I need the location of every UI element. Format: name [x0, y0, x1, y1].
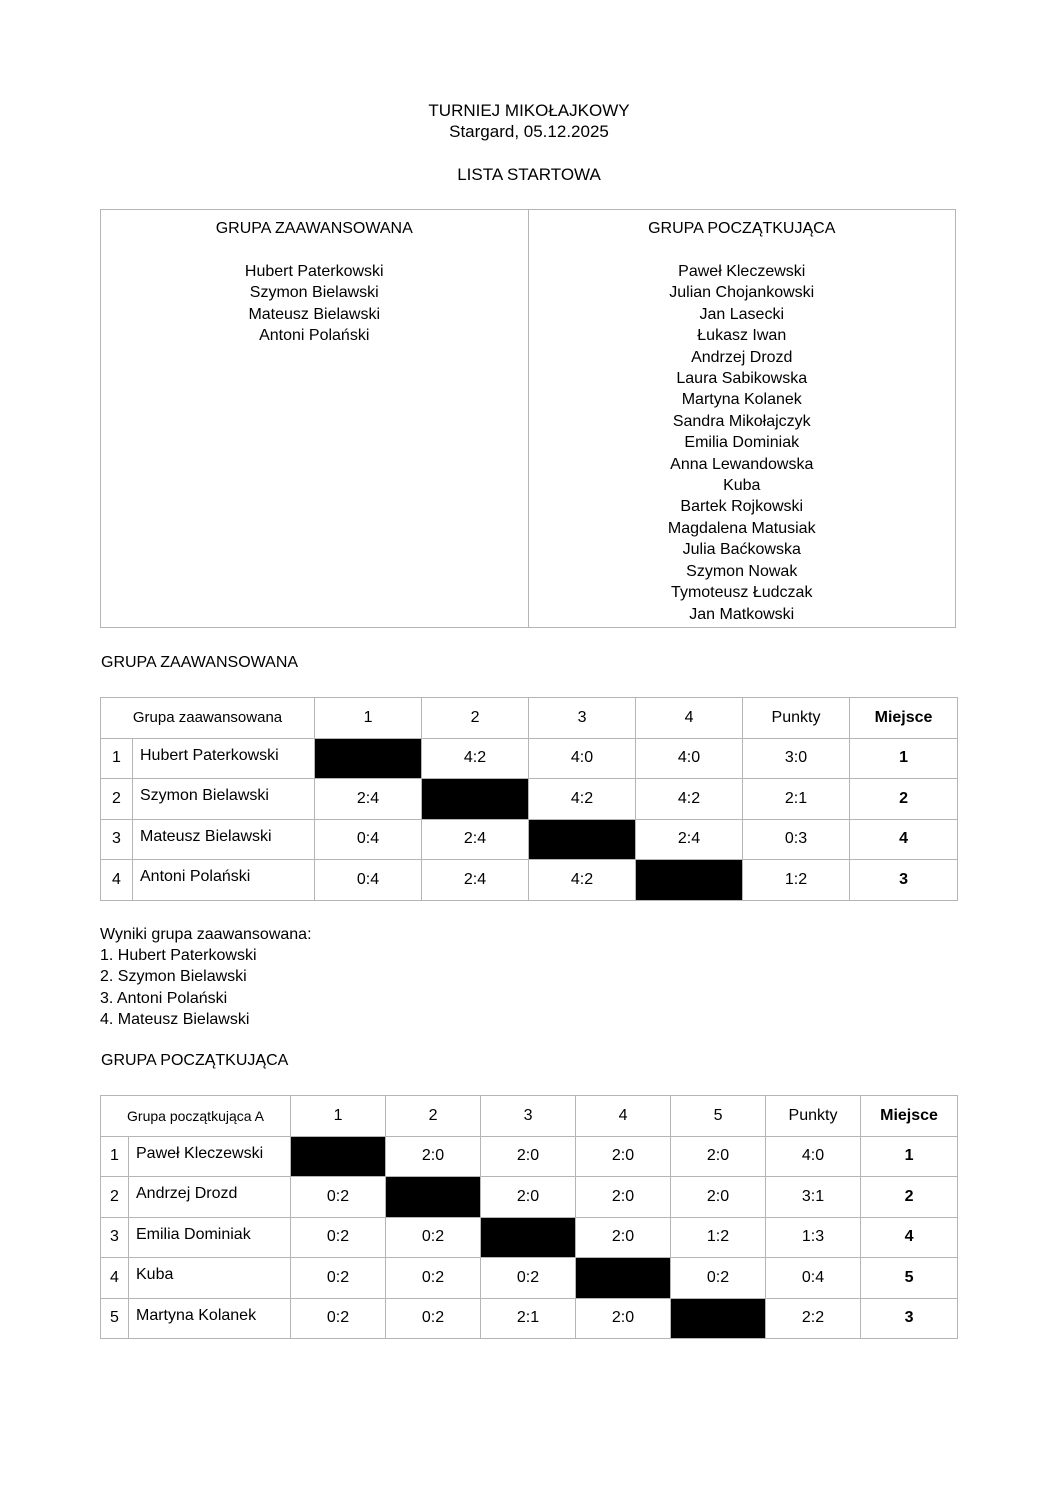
table-row	[101, 1298, 958, 1339]
player-name: Julian Chojankowski	[669, 284, 815, 302]
advanced-round-robin-table	[100, 697, 958, 901]
result-item: 4. Mateusz Bielawski	[100, 1010, 250, 1028]
match-score: 0:2	[481, 1258, 576, 1299]
player-name: Emilia Dominiak	[129, 1217, 291, 1258]
self-match-blocked-cell	[671, 1298, 766, 1339]
place-cell: 1	[850, 738, 958, 779]
match-score: 2:0	[576, 1298, 671, 1339]
player-name: Antoni Polański	[259, 327, 370, 345]
match-score: 0:4	[315, 860, 422, 901]
result-item: 2. Szymon Bielawski	[100, 968, 247, 986]
player-name: Laura Sabikowska	[676, 370, 808, 388]
start-list-beginners-title: GRUPA POCZĄTKUJĄCA	[648, 220, 836, 237]
self-match-blocked-cell	[422, 779, 529, 820]
match-score: 0:2	[386, 1258, 481, 1299]
points-cell: 3:0	[743, 738, 850, 779]
player-name: Julia Baćkowska	[682, 541, 801, 559]
match-score: 2:0	[481, 1177, 576, 1218]
match-score: 4:2	[636, 779, 743, 820]
place-cell: 4	[850, 819, 958, 860]
match-score: 4:2	[422, 738, 529, 779]
match-score: 0:2	[291, 1258, 386, 1299]
opponent-column-header: 2	[422, 698, 529, 739]
match-score: 4:2	[529, 779, 636, 820]
match-score: 4:2	[529, 860, 636, 901]
result-item: 1. Hubert Paterkowski	[100, 947, 257, 965]
player-name: Jan Matkowski	[689, 605, 795, 623]
player-number: 3	[101, 1217, 129, 1258]
table-row	[101, 1217, 958, 1258]
points-header: Punkty	[743, 698, 850, 739]
advanced-results-list	[100, 945, 312, 1030]
match-score: 4:0	[529, 738, 636, 779]
match-score: 2:0	[576, 1177, 671, 1218]
table-row	[101, 860, 958, 901]
tournament-location-date: Stargard, 05.12.2025	[449, 122, 609, 141]
match-score: 2:4	[636, 819, 743, 860]
player-name: Emilia Dominiak	[684, 434, 800, 452]
player-name: Magdalena Matusiak	[667, 519, 816, 537]
match-score: 4:0	[636, 738, 743, 779]
points-cell: 4:0	[766, 1136, 861, 1177]
place-cell: 1	[861, 1136, 958, 1177]
points-header: Punkty	[766, 1096, 861, 1137]
points-cell: 1:2	[743, 860, 850, 901]
player-name: Szymon Bielawski	[249, 284, 379, 302]
advanced-section-heading: GRUPA ZAAWANSOWANA	[101, 654, 299, 671]
start-list-table	[100, 209, 956, 628]
match-score: 0:2	[291, 1177, 386, 1218]
opponent-column-header: 2	[386, 1096, 481, 1137]
place-header: Miejsce	[850, 698, 958, 739]
match-score: 0:2	[291, 1217, 386, 1258]
player-name: Martyna Kolanek	[129, 1298, 291, 1339]
match-score: 0:2	[386, 1298, 481, 1339]
place-cell: 2	[850, 779, 958, 820]
player-number: 5	[101, 1298, 129, 1339]
start-list-advanced	[101, 210, 528, 627]
self-match-blocked-cell	[529, 819, 636, 860]
points-cell: 2:2	[766, 1298, 861, 1339]
player-name: Mateusz Bielawski	[248, 305, 381, 323]
player-name: Szymon Nowak	[686, 562, 798, 580]
match-score: 0:2	[291, 1298, 386, 1339]
player-name: Kuba	[723, 477, 761, 495]
points-cell: 2:1	[743, 779, 850, 820]
tournament-title: TURNIEJ MIKOŁAJKOWY	[428, 101, 630, 120]
group-label-header: Grupa zaawansowana	[101, 698, 315, 739]
match-score: 0:2	[671, 1258, 766, 1299]
player-number: 1	[101, 1136, 129, 1177]
opponent-column-header: 1	[315, 698, 422, 739]
player-name: Jan Lasecki	[699, 305, 784, 323]
player-name: Kuba	[129, 1258, 291, 1299]
player-name: Antoni Polański	[133, 860, 315, 901]
player-name: Sandra Mikołajczyk	[672, 412, 811, 430]
match-score: 1:2	[671, 1217, 766, 1258]
match-score: 0:4	[315, 819, 422, 860]
player-number: 4	[101, 1258, 129, 1299]
place-cell: 5	[861, 1258, 958, 1299]
table-row	[101, 1258, 958, 1299]
player-number: 2	[101, 1177, 129, 1218]
match-score: 2:0	[481, 1136, 576, 1177]
place-cell: 3	[850, 860, 958, 901]
player-name: Hubert Paterkowski	[133, 738, 315, 779]
match-score: 2:0	[576, 1217, 671, 1258]
player-name: Łukasz Iwan	[697, 327, 787, 345]
match-score: 2:4	[315, 779, 422, 820]
self-match-blocked-cell	[636, 860, 743, 901]
beginners-round-robin-table	[100, 1095, 958, 1339]
self-match-blocked-cell	[386, 1177, 481, 1218]
player-number: 1	[101, 738, 133, 779]
self-match-blocked-cell	[291, 1136, 386, 1177]
match-score: 2:0	[386, 1136, 481, 1177]
table-row	[101, 779, 958, 820]
advanced-results	[100, 924, 312, 1030]
match-score: 2:4	[422, 860, 529, 901]
match-score: 2:4	[422, 819, 529, 860]
advanced-results-title: Wyniki grupa zaawansowana:	[100, 926, 312, 943]
beginners-section-heading: GRUPA POCZĄTKUJĄCA	[101, 1052, 289, 1069]
start-list-beginners	[528, 210, 956, 627]
group-label-header: Grupa początkująca A	[101, 1096, 291, 1137]
start-list-advanced-title: GRUPA ZAAWANSOWANA	[215, 220, 413, 237]
header-row	[101, 1096, 958, 1137]
place-cell: 3	[861, 1298, 958, 1339]
opponent-column-header: 1	[291, 1096, 386, 1137]
player-name: Szymon Bielawski	[133, 779, 315, 820]
player-name: Martyna Kolanek	[681, 391, 802, 409]
player-name: Mateusz Bielawski	[133, 819, 315, 860]
place-header: Miejsce	[861, 1096, 958, 1137]
match-score: 2:0	[576, 1136, 671, 1177]
start-list-title: LISTA STARTOWA	[457, 165, 601, 184]
player-name: Bartek Rojkowski	[680, 498, 804, 516]
beginners-players-list	[529, 261, 956, 625]
player-name: Andrzej Drozd	[691, 348, 793, 366]
points-cell: 0:4	[766, 1258, 861, 1299]
player-name: Paweł Kleczewski	[129, 1136, 291, 1177]
player-name: Tymoteusz Łudczak	[671, 584, 813, 602]
self-match-blocked-cell	[576, 1258, 671, 1299]
player-name: Paweł Kleczewski	[678, 263, 806, 280]
points-cell: 1:3	[766, 1217, 861, 1258]
self-match-blocked-cell	[315, 738, 422, 779]
place-cell: 2	[861, 1177, 958, 1218]
header-row	[101, 698, 958, 739]
match-score: 2:1	[481, 1298, 576, 1339]
points-cell: 3:1	[766, 1177, 861, 1218]
player-name: Hubert Paterkowski	[244, 263, 384, 280]
points-cell: 0:3	[743, 819, 850, 860]
player-number: 2	[101, 779, 133, 820]
opponent-column-header: 3	[481, 1096, 576, 1137]
table-row	[101, 1177, 958, 1218]
place-cell: 4	[861, 1217, 958, 1258]
match-score: 2:0	[671, 1177, 766, 1218]
opponent-column-header: 4	[576, 1096, 671, 1137]
result-item: 3. Antoni Polański	[100, 989, 228, 1007]
opponent-column-header: 4	[636, 698, 743, 739]
player-name: Andrzej Drozd	[129, 1177, 291, 1218]
table-row	[101, 1136, 958, 1177]
opponent-column-header: 3	[529, 698, 636, 739]
self-match-blocked-cell	[481, 1217, 576, 1258]
table-row	[101, 738, 958, 779]
player-number: 3	[101, 819, 133, 860]
table-row	[101, 819, 958, 860]
player-number: 4	[101, 860, 133, 901]
match-score: 2:0	[671, 1136, 766, 1177]
opponent-column-header: 5	[671, 1096, 766, 1137]
advanced-players-list	[101, 261, 528, 347]
player-name: Anna Lewandowska	[670, 455, 814, 473]
match-score: 0:2	[386, 1217, 481, 1258]
